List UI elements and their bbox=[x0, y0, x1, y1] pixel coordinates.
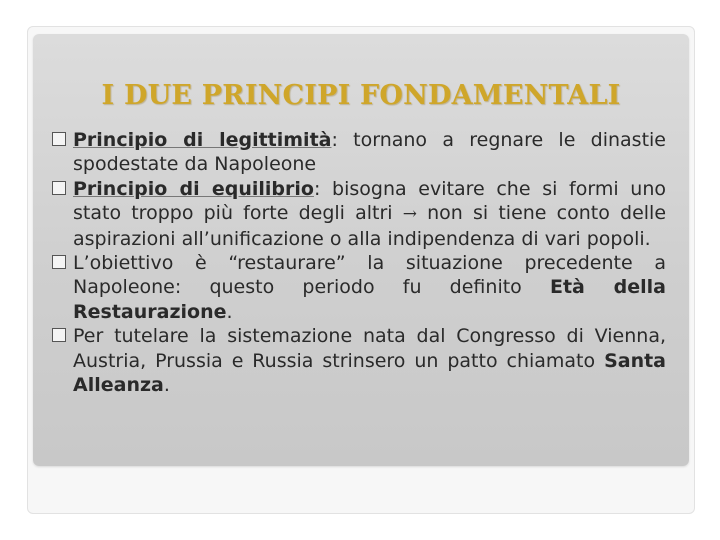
bullet-text: : bisogna evitare che si formi uno stato troppo più forte degli altri bbox=[73, 177, 666, 225]
square-bullet-icon bbox=[52, 255, 66, 269]
bullet-text: non si tiene conto delle aspirazioni all’unificazione o alla indipendenza di vari popoli. bbox=[73, 202, 667, 250]
bullet-santa-alleanza bbox=[52, 324, 666, 397]
bullet-bold-term: Santa Alleanza bbox=[73, 349, 666, 397]
bullet-list bbox=[52, 128, 666, 397]
bullet-text: Per tutelare la sistemazione nata dal Congresso di Vienna, Austria, Prussia e Russia strinsero un patto chiamato bbox=[73, 325, 666, 372]
bullet-text-end: . bbox=[226, 300, 233, 323]
arrow-right-icon: → bbox=[402, 204, 417, 225]
square-bullet-icon bbox=[52, 328, 66, 342]
square-bullet-icon bbox=[52, 132, 66, 146]
bullet-bold-term: Principio di equilibrio bbox=[73, 177, 314, 200]
bullet-text: L’obiettivo è “restaurare” la situazione precedente a Napoleone: questo periodo fu definito bbox=[73, 252, 666, 299]
slide-title: I DUE PRINCIPI FONDAMENTALI bbox=[101, 80, 621, 111]
bullet-equilibrio bbox=[52, 177, 666, 251]
bullet-text-end: . bbox=[163, 374, 170, 397]
bullet-obiettivo bbox=[52, 251, 666, 324]
bullet-text: : tornano a regnare le dinastie spodestate da Napoleone bbox=[73, 129, 666, 176]
bullet-bold-term: Principio di legittimità bbox=[73, 129, 332, 151]
bullet-legittimita bbox=[52, 128, 666, 177]
square-bullet-icon bbox=[52, 181, 66, 195]
bullet-bold-term: Età della Restaurazione bbox=[73, 276, 666, 323]
